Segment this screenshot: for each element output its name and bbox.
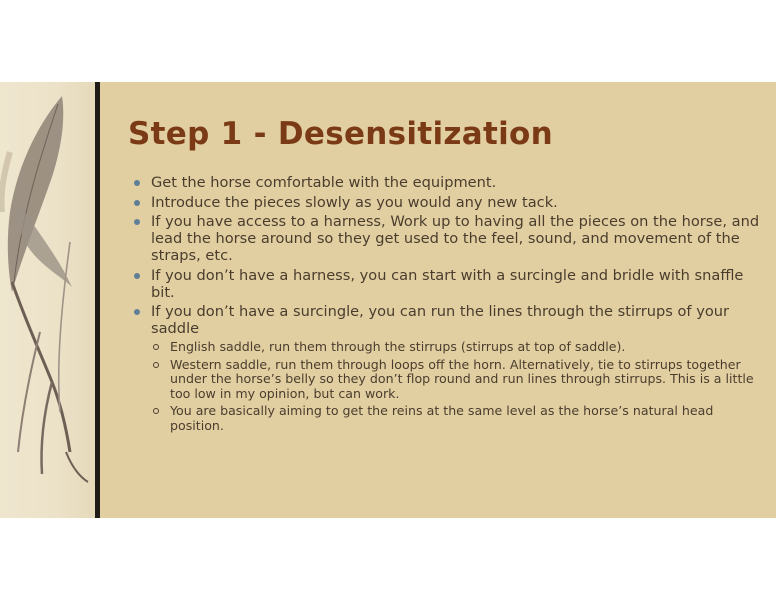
sub-bullet-item	[151, 358, 762, 402]
sub-bullet-ring-icon	[153, 362, 159, 368]
bullet-item	[132, 213, 762, 264]
sub-bullet-ring-icon	[153, 344, 159, 350]
bullet-dot-icon	[134, 219, 140, 225]
sub-bullet-text: You are basically aiming to get the reins at the same level as the horse’s natural head position.	[170, 403, 714, 433]
bullet-dot-icon	[134, 309, 140, 315]
bullet-dot-icon	[134, 180, 140, 186]
bullet-text: If you don’t have a surcingle, you can run the lines through the stirrups of your saddle	[151, 303, 730, 337]
bullet-item	[132, 303, 762, 433]
bullet-dot-icon	[134, 273, 140, 279]
slide	[0, 82, 776, 518]
sub-bullet-list	[151, 340, 762, 433]
bullet-text: Introduce the pieces slowly as you would any new tack.	[151, 193, 558, 211]
slide-title: Step 1 - Desensitization	[128, 116, 553, 152]
bullet-dot-icon	[134, 200, 140, 206]
sub-bullet-text: Western saddle, run them through loops off the horn. Alternatively, tie to stirrups together under the horse’s belly so they don’t flop round and run lines through stirrups. This is a little too low in my opinion, but can work.	[170, 356, 754, 401]
bullet-text: If you have access to a harness, Work up to having all the pieces on the horse, and lead the horse around so they get used to the feel, sound, and movement of the straps, etc.	[151, 213, 760, 264]
bullet-item	[132, 174, 762, 191]
sub-bullet-item	[151, 404, 762, 433]
bullet-list	[132, 174, 762, 433]
bullet-text: Get the horse comfortable with the equipment.	[151, 174, 497, 191]
bullet-text: If you don’t have a harness, you can start with a surcingle and bridle with snaffle bit.	[151, 266, 744, 301]
vertical-divider	[95, 82, 100, 518]
leaf-illustration	[0, 82, 95, 518]
bullet-item	[132, 267, 762, 301]
sub-bullet-item	[151, 340, 762, 355]
decorative-leaf-panel	[0, 82, 95, 518]
bullet-item	[132, 194, 762, 211]
sub-bullet-ring-icon	[153, 408, 159, 414]
slide-content	[132, 174, 762, 436]
sub-bullet-text: English saddle, run them through the stirrups (stirrups at top of saddle).	[170, 339, 626, 354]
